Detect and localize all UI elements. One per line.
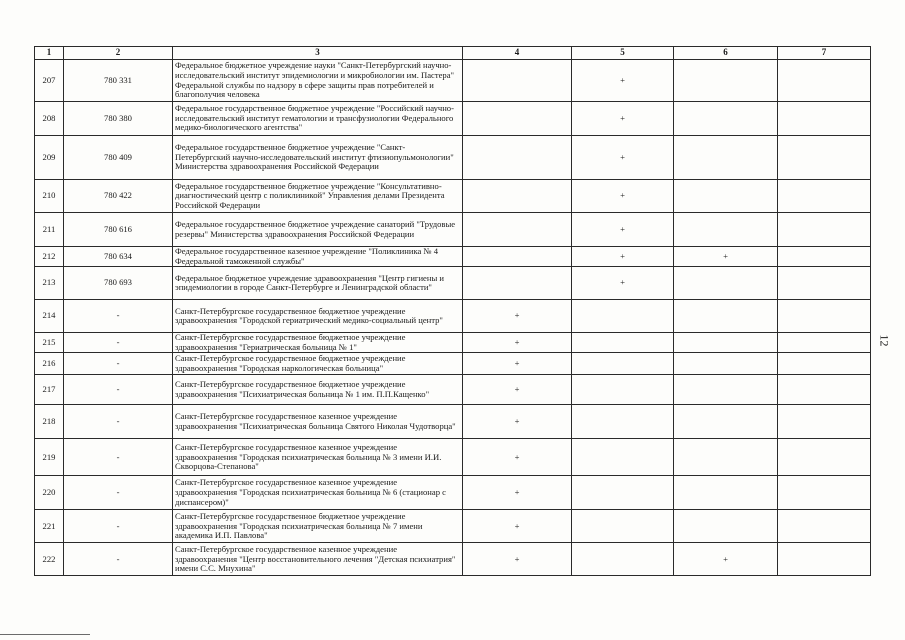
row-institution-name: Санкт-Петербургское государственное бюджетное учреждение здравоохранения "Гериатрическая больница № 1" <box>173 333 463 353</box>
row-col-6 <box>674 213 778 247</box>
row-institution-name: Федеральное государственное бюджетное учреждение "Российский научно-исследовательский институт гематологии и трансфузиологии Федерального медико-биологического агентства" <box>173 102 463 136</box>
row-code: - <box>64 476 173 510</box>
row-col-4: + <box>463 405 572 439</box>
row-col-6 <box>674 180 778 213</box>
table-row <box>35 136 871 180</box>
row-col-5 <box>572 353 674 375</box>
row-col-5: + <box>572 60 674 102</box>
table-row <box>35 439 871 476</box>
row-institution-name: Санкт-Петербургское государственное бюджетное учреждение здравоохранения "Психиатрическая больница № 1 им. П.П.Кащенко" <box>173 375 463 405</box>
row-institution-name: Федеральное государственное бюджетное учреждение "Санкт-Петербургский научно-исследовательский институт фтизиопульмонологии" Министерства здравоохранения Российской Федерации <box>173 136 463 180</box>
row-number: 221 <box>35 510 64 543</box>
row-col-4: + <box>463 476 572 510</box>
row-col-7 <box>778 375 871 405</box>
row-number: 216 <box>35 353 64 375</box>
row-col-4: + <box>463 353 572 375</box>
row-col-5 <box>572 333 674 353</box>
row-col-4: + <box>463 375 572 405</box>
table-row <box>35 267 871 300</box>
row-col-5 <box>572 543 674 576</box>
row-number: 208 <box>35 102 64 136</box>
row-col-7 <box>778 213 871 247</box>
page-number: 12 <box>877 334 892 347</box>
row-col-6 <box>674 300 778 333</box>
col-header-1: 1 <box>35 47 64 60</box>
row-col-4 <box>463 247 572 267</box>
row-col-7 <box>778 439 871 476</box>
col-header-5: 5 <box>572 47 674 60</box>
row-number: 219 <box>35 439 64 476</box>
row-col-6 <box>674 136 778 180</box>
col-header-3: 3 <box>173 47 463 60</box>
row-institution-name: Санкт-Петербургское государственное бюджетное учреждение здравоохранения "Городская психиатрическая больница № 7 имени академика И.П. Павлова" <box>173 510 463 543</box>
col-header-2: 2 <box>64 47 173 60</box>
row-institution-name: Федеральное государственное казенное учреждение "Поликлиника № 4 Федеральной таможенной службы" <box>173 247 463 267</box>
row-col-6 <box>674 375 778 405</box>
row-institution-name: Федеральное бюджетное учреждение здравоохранения "Центр гигиены и эпидемиологии в городе Санкт-Петербурге и Ленинградской области" <box>173 267 463 300</box>
row-col-4 <box>463 60 572 102</box>
row-col-4: + <box>463 543 572 576</box>
row-col-5 <box>572 405 674 439</box>
row-number: 213 <box>35 267 64 300</box>
row-col-7 <box>778 267 871 300</box>
row-col-7 <box>778 353 871 375</box>
row-number: 215 <box>35 333 64 353</box>
row-col-6 <box>674 476 778 510</box>
row-code: 780 616 <box>64 213 173 247</box>
row-col-6 <box>674 60 778 102</box>
row-number: 209 <box>35 136 64 180</box>
row-col-7 <box>778 405 871 439</box>
row-col-5 <box>572 476 674 510</box>
row-institution-name: Санкт-Петербургское государственное бюджетное учреждение здравоохранения "Городская наркологическая больница" <box>173 353 463 375</box>
row-col-6: + <box>674 543 778 576</box>
row-col-5 <box>572 300 674 333</box>
table-row <box>35 300 871 333</box>
row-code: 780 331 <box>64 60 173 102</box>
row-institution-name: Санкт-Петербургское государственное казенное учреждение здравоохранения "Центр восстановительного лечения "Детская психиатрия" имени С.С. Мнухина" <box>173 543 463 576</box>
row-number: 212 <box>35 247 64 267</box>
scan-edge-line <box>0 634 90 635</box>
table-row <box>35 247 871 267</box>
row-number: 220 <box>35 476 64 510</box>
row-col-6 <box>674 267 778 300</box>
row-col-7 <box>778 60 871 102</box>
row-number: 218 <box>35 405 64 439</box>
row-col-5: + <box>572 180 674 213</box>
row-col-4: + <box>463 300 572 333</box>
row-code: 780 380 <box>64 102 173 136</box>
registry-table <box>34 46 871 576</box>
table-row <box>35 333 871 353</box>
header-row <box>35 47 871 60</box>
row-col-5: + <box>572 267 674 300</box>
row-col-6 <box>674 439 778 476</box>
row-number: 214 <box>35 300 64 333</box>
row-col-4 <box>463 102 572 136</box>
row-col-5: + <box>572 247 674 267</box>
row-institution-name: Санкт-Петербургское государственное бюджетное учреждение здравоохранения "Городской гериатрический медико-социальный центр" <box>173 300 463 333</box>
row-institution-name: Санкт-Петербургское государственное казенное учреждение здравоохранения "Психиатрическая больница Святого Николая Чудотворца" <box>173 405 463 439</box>
row-code: 780 409 <box>64 136 173 180</box>
table-row <box>35 510 871 543</box>
row-col-7 <box>778 510 871 543</box>
row-col-4 <box>463 267 572 300</box>
table-row <box>35 353 871 375</box>
row-institution-name: Федеральное государственное бюджетное учреждение "Консультативно-диагностический центр с поликлиникой" Управления делами Президента Российской Федерации <box>173 180 463 213</box>
row-code: - <box>64 543 173 576</box>
table-row <box>35 60 871 102</box>
row-col-5 <box>572 510 674 543</box>
row-code: - <box>64 300 173 333</box>
row-col-4 <box>463 213 572 247</box>
row-code: - <box>64 375 173 405</box>
row-code: - <box>64 439 173 476</box>
row-institution-name: Федеральное государственное бюджетное учреждение санаторий "Трудовые резервы" Министерства здравоохранения Российской Федерации <box>173 213 463 247</box>
row-col-7 <box>778 247 871 267</box>
row-col-7 <box>778 333 871 353</box>
row-col-6 <box>674 405 778 439</box>
table-row <box>35 213 871 247</box>
row-number: 222 <box>35 543 64 576</box>
row-col-7 <box>778 180 871 213</box>
col-header-7: 7 <box>778 47 871 60</box>
table-row <box>35 543 871 576</box>
row-col-7 <box>778 136 871 180</box>
row-code: - <box>64 510 173 543</box>
row-number: 210 <box>35 180 64 213</box>
row-col-7 <box>778 543 871 576</box>
table-row <box>35 476 871 510</box>
row-col-6 <box>674 510 778 543</box>
row-col-4 <box>463 180 572 213</box>
row-col-5 <box>572 375 674 405</box>
table-row <box>35 102 871 136</box>
table-row <box>35 375 871 405</box>
row-code: - <box>64 353 173 375</box>
row-col-4: + <box>463 439 572 476</box>
row-number: 217 <box>35 375 64 405</box>
row-col-5: + <box>572 213 674 247</box>
row-col-5: + <box>572 102 674 136</box>
row-col-4: + <box>463 510 572 543</box>
row-col-5 <box>572 439 674 476</box>
row-col-4 <box>463 136 572 180</box>
row-col-5: + <box>572 136 674 180</box>
row-col-4: + <box>463 333 572 353</box>
row-number: 211 <box>35 213 64 247</box>
row-col-6 <box>674 102 778 136</box>
row-code: - <box>64 405 173 439</box>
row-code: 780 422 <box>64 180 173 213</box>
row-col-7 <box>778 300 871 333</box>
row-institution-name: Санкт-Петербургское государственное казенное учреждение здравоохранения "Городская психиатрическая больница № 3 имени И.И. Скворцова-Степанова" <box>173 439 463 476</box>
row-col-6 <box>674 333 778 353</box>
row-institution-name: Федеральное бюджетное учреждение науки "Санкт-Петербургский научно-исследовательский институт эпидемиологии и микробиологии им. Пастера" Федеральной службы по надзору в сфере защиты прав потребителей и благополучия человека <box>173 60 463 102</box>
row-col-6 <box>674 353 778 375</box>
row-code: 780 634 <box>64 247 173 267</box>
row-col-6: + <box>674 247 778 267</box>
row-col-7 <box>778 102 871 136</box>
row-col-7 <box>778 476 871 510</box>
row-number: 207 <box>35 60 64 102</box>
row-code: - <box>64 333 173 353</box>
col-header-6: 6 <box>674 47 778 60</box>
row-code: 780 693 <box>64 267 173 300</box>
row-institution-name: Санкт-Петербургское государственное казенное учреждение здравоохранения "Городская психиатрическая больница № 6 (стационар с диспансером)" <box>173 476 463 510</box>
col-header-4: 4 <box>463 47 572 60</box>
table-row <box>35 180 871 213</box>
table-row <box>35 405 871 439</box>
